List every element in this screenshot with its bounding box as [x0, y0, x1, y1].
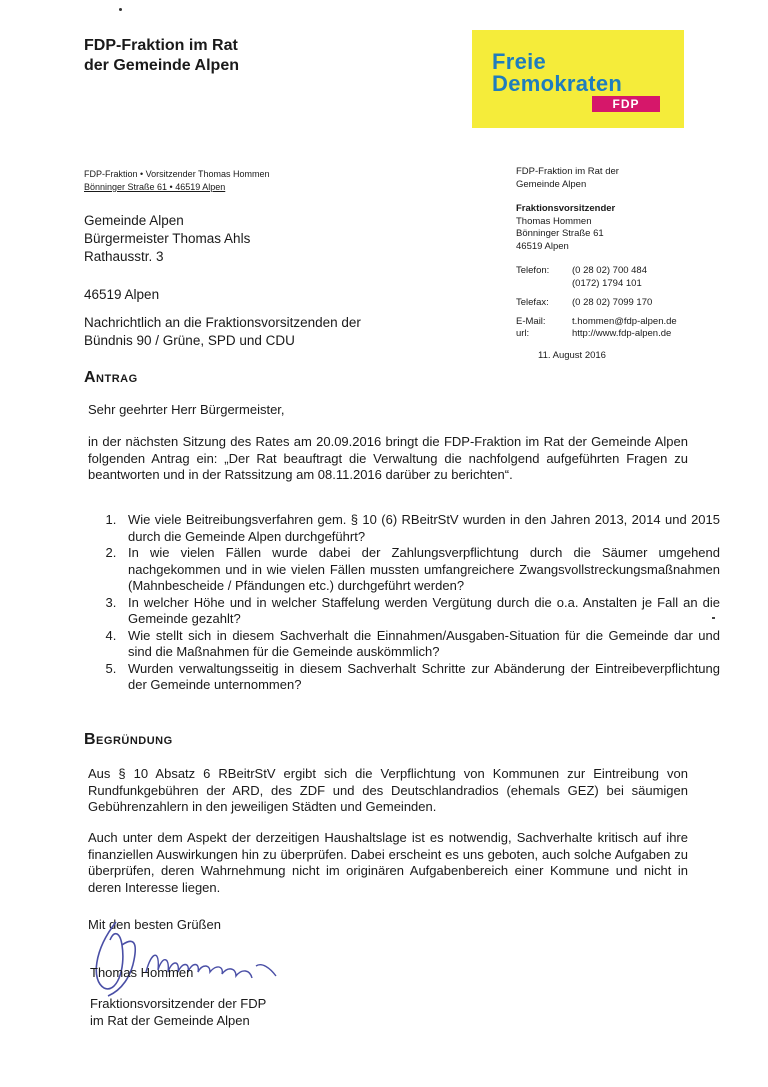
phone-number-1: (0 28 02) 700 484 — [572, 265, 648, 276]
phone-label: Telefon: — [516, 265, 550, 276]
question-list — [88, 512, 720, 694]
recipient-address — [84, 212, 404, 304]
closing-greeting: Mit den besten Grüßen — [88, 917, 221, 932]
sender-line2: Bönninger Straße 61 • 46519 Alpen — [84, 182, 226, 192]
url-label: url: — [516, 328, 530, 339]
fax-number: (0 28 02) 7099 170 — [572, 297, 653, 308]
list-item: 4. Wie stellt sich in diesem Sachverhalt die Einnahmen/Ausgaben-Situation für die Gemeinde dar und sind die Maßnahmen für die Gemeinde auskömmlich? — [120, 628, 720, 661]
fax-label: Telefax: — [516, 297, 549, 308]
signer-role — [90, 995, 266, 1029]
recipient-line3: Rathausstr. 3 — [84, 249, 164, 264]
email-label: E-Mail: — [516, 315, 546, 327]
sender-return-address — [84, 168, 384, 194]
website-url: http://www.fdp-alpen.de — [572, 328, 672, 339]
list-item: 3. In welcher Höhe und in welcher Staffelung werden Vergütung durch die o.a. Anstalten je Fall an die Gemeinde gezahlt? — [120, 595, 720, 628]
recipient-line1: Gemeinde Alpen — [84, 213, 184, 228]
letterhead-party-name — [84, 36, 344, 76]
fdp-logo — [472, 30, 684, 128]
list-item: 5. Wurden verwaltungsseitig in diesem Sachverhalt Schritte zur Abänderung der Eintreibeverpflichtung der Gemeinde unternommen? — [120, 661, 720, 694]
scan-speck — [712, 617, 715, 619]
sidebar-title: Fraktionsvorsitzender — [516, 203, 616, 214]
signer-name: Thomas Hommen — [90, 965, 194, 980]
logo-line1: Freie — [492, 49, 547, 74]
list-item: 2. In wie vielen Fällen wurde dabei der Zahlungsverpflichtung durch die Säumer umgehend nachgekommen und in wie vielen Fällen mussten umfangreichere Zwangsvollstreckungsmaßnahmen (Mahnbescheide / Pfändungen etc.) durchgeführt werden? — [120, 545, 720, 595]
antrag-intro: in der nächsten Sitzung des Rates am 20.09.2016 bringt die FDP-Fraktion im Rat der Gemeinde Alpen folgenden Antrag ein: „Der Rat beauftragt die Verwaltung die nachfolgend aufgeführten Fragen zu beantworten und in der Ratssitzung am 08.11.2016 darüber zu berichten“. — [88, 434, 688, 482]
logo-line2: Demokraten — [492, 71, 623, 96]
sidebar-org-line2: Gemeinde Alpen — [516, 178, 587, 190]
begruendung-heading-text: Begründung — [84, 731, 173, 748]
cc-notice — [84, 314, 404, 350]
sidebar-city: 46519 Alpen — [516, 240, 569, 252]
scan-speck — [119, 8, 122, 11]
sidebar-org-line1: FDP-Fraktion im Rat der — [516, 166, 619, 177]
party-name-line2: der Gemeinde Alpen — [84, 57, 239, 74]
contact-sidebar — [516, 166, 726, 341]
antrag-heading-text: Antrag — [84, 369, 138, 386]
salutation: Sehr geehrter Herr Bürgermeister, — [88, 402, 285, 417]
antrag-heading — [84, 369, 138, 387]
begruendung-heading — [84, 731, 173, 749]
cc-line1: Nachrichtlich an die Fraktionsvorsitzenden der — [84, 315, 361, 330]
begruendung-paragraph-2: Auch unter dem Aspekt der derzeitigen Haushaltslage ist es notwendig, Sachverhalte kritisch auf ihre finanziellen Auswirkungen hin zu überprüfen. Dabei erscheint es uns geboten, auch solche Aufgaben zu überprüfen, deren Wahrnehmung nicht im originären Aufgabenbereich einer Kommune und nicht in deren Interesse liegen. — [88, 830, 688, 895]
phone-number-2: (0172) 1794 101 — [572, 277, 642, 289]
email-address: t.hommen@fdp-alpen.de — [572, 315, 677, 327]
sidebar-name: Thomas Hommen — [516, 215, 592, 227]
recipient-line4: 46519 Alpen — [84, 287, 160, 302]
role-line2: im Rat der Gemeinde Alpen — [90, 1013, 250, 1028]
sidebar-street: Bönninger Straße 61 — [516, 228, 604, 239]
logo-badge: FDP — [592, 96, 660, 112]
handwritten-signature — [86, 910, 306, 1000]
letter-date: 11. August 2016 — [538, 350, 606, 361]
list-item: 1. Wie viele Beitreibungsverfahren gem. § 10 (6) RBeitrStV wurden in den Jahren 2013, 2014 und 2015 durch die Gemeinde Alpen durchgeführt? — [120, 512, 720, 545]
party-name-line1: FDP-Fraktion im Rat — [84, 37, 238, 54]
begruendung-paragraph-1: Aus § 10 Absatz 6 RBeitrStV ergibt sich die Verpflichtung von Kommunen zur Eintreibung von Rundfunkgebühren der ARD, des ZDF und des Deutschlandradios (ehemals GEZ) bei säumigen Gebührenzahlern in den jeweiligen Städten und Gemeinden. — [88, 766, 688, 814]
cc-line2: Bündnis 90 / Grüne, SPD und CDU — [84, 333, 295, 348]
role-line1: Fraktionsvorsitzender der FDP — [90, 996, 267, 1011]
recipient-line2: Bürgermeister Thomas Ahls — [84, 231, 251, 246]
sender-line1: FDP-Fraktion • Vorsitzender Thomas Hommen — [84, 169, 270, 179]
